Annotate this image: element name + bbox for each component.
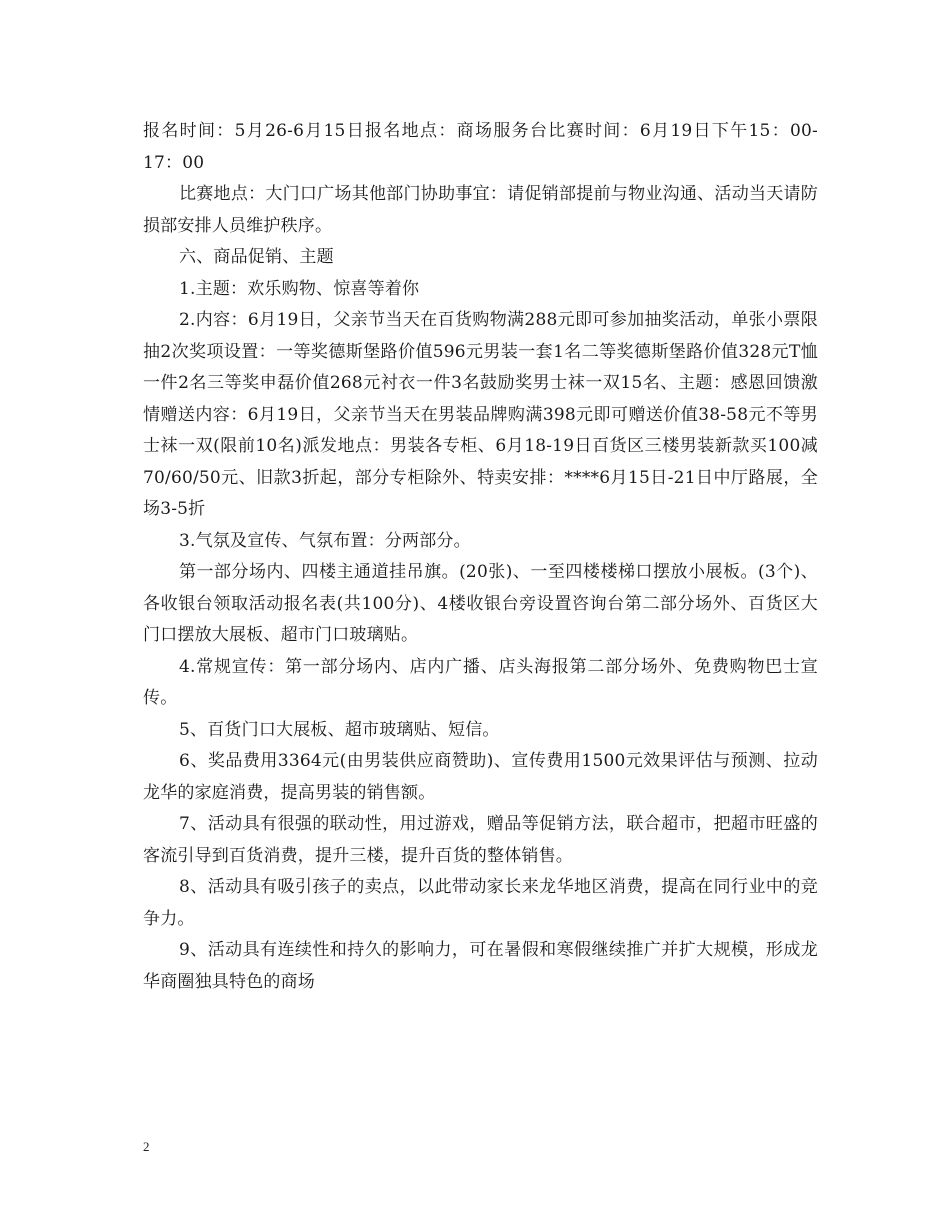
paragraph-item-eight: 8、活动具有吸引孩子的卖点，以此带动家长来龙华地区消费，提高在同行业中的竞争力。 [143,877,818,929]
paragraph-atmosphere: 3.气氛及宣传、气氛布置：分两部分。 [179,530,471,551]
paragraph-registration-time: 报名时间：5月26-6月15日报名地点：商场服务台比赛时间：6月19日下午15：00-17：00 [143,121,818,173]
paragraph-item-six: 6、奖品费用3364元(由男装供应商赞助)、宣传费用1500元效果评估与预测、拉动龙华的家庭消费，提高男装的销售额。 [143,751,818,803]
paragraph-part-one-decoration: 第一部分场内、四楼主通道挂吊旗。(20张)、一至四楼楼梯口摆放小展板。(3个)、各收银台领取活动报名表(共100分)、4楼收银台旁设置咨询台第二部分场外、百货区大门口摆放大展板、超市门口玻璃贴。 [143,562,818,645]
paragraph-section-six-heading: 六、商品促销、主题 [179,247,334,267]
paragraph-content: 2.内容：6月19日，父亲节当天在百货购物满288元即可参加抽奖活动，单张小票限抽2次奖项设置：一等奖德斯堡路价值596元男装一套1名二等奖德斯堡路价值328元T恤一件2名三等奖申磊价值268元衬衣一件3名鼓励奖男士袜一双15名、主题：感恩回馈激情赠送内容：6月19日，父亲节当天在男装品牌购满398元即可赠送价值38-58元不等男士袜一双(限前10名)派发地点：男装各专柜、6月18-19日百货区三楼男装新款买100减70/60/50元、旧款3折起，部分专柜除外、特卖安排：****6月15日-21日中厅路展，全场3-5折 [143,310,818,519]
page-number: 2 [143,1139,150,1154]
paragraph-regular-promotion: 4.常规宣传：第一部分场内、店内广播、店头海报第二部分场外、免费购物巴士宣传。 [143,656,818,708]
paragraph-item-seven: 7、活动具有很强的联动性，用过游戏，赠品等促销方法，联合超市，把超市旺盛的客流引导到百货消费，提升三楼，提升百货的整体销售。 [143,814,818,866]
document-body [143,116,818,998]
paragraph-theme: 1.主题：欢乐购物、惊喜等着你 [179,278,420,299]
paragraph-item-nine: 9、活动具有连续性和持久的影响力，可在暑假和寒假继续推广并扩大规模，形成龙华商圈独具特色的商场 [143,940,818,992]
paragraph-item-five: 5、百货门口大展板、超市玻璃贴、短信。 [179,719,500,740]
paragraph-competition-location: 比赛地点：大门口广场其他部门协助事宜：请促销部提前与物业沟通、活动当天请防损部安排人员维护秩序。 [143,184,818,236]
